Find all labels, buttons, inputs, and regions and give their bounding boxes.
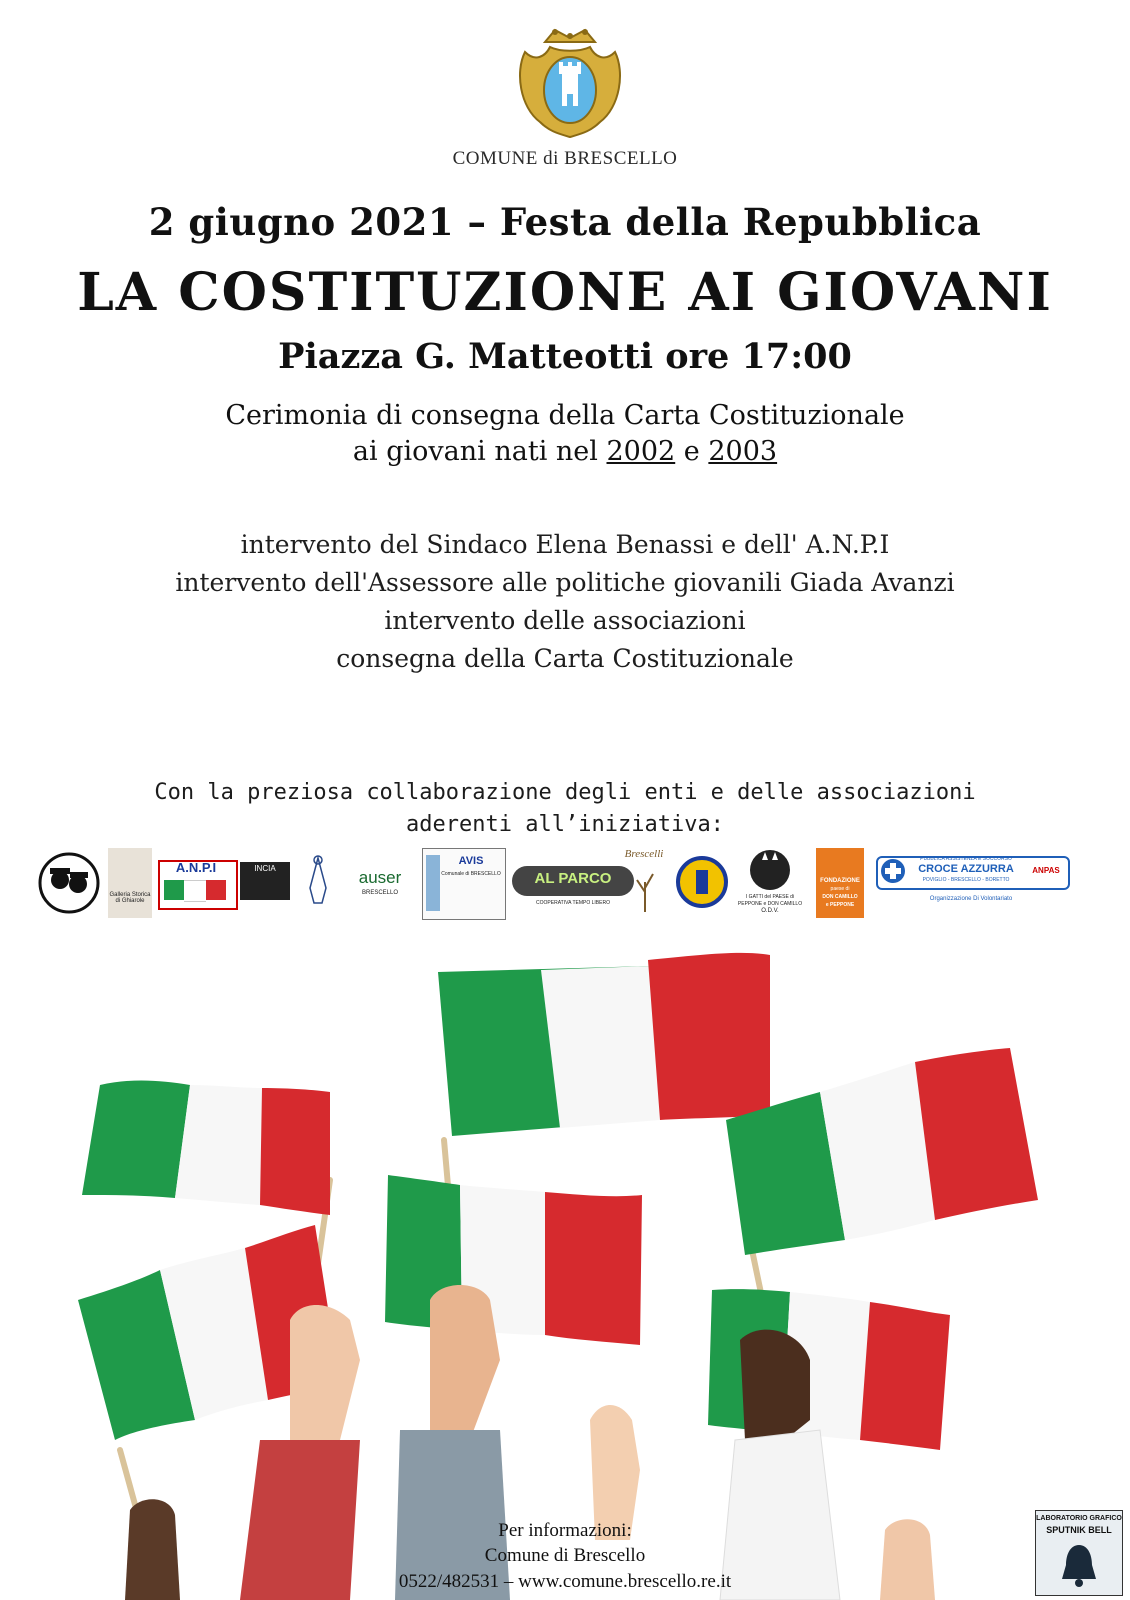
croce-org: Organizzazione Di Volontariato — [929, 896, 1013, 902]
info-office: Comune di Brescello — [484, 1545, 646, 1566]
flag-right — [726, 1048, 1038, 1255]
fondazione-caption-4: e PEPPONE — [825, 902, 855, 908]
waving-flags-illustration — [0, 930, 1130, 1600]
flag-center-top — [438, 953, 770, 1136]
program-item: intervento del Sindaco Elena Benassi e dell' A.N.P.I — [240, 530, 890, 559]
program-item: consegna della Carta Costituzionale — [336, 644, 794, 673]
ceremony-line-2 — [0, 436, 1130, 467]
ceremony-line-1: Cerimonia di consegna della Carta Costituzionale — [225, 400, 905, 431]
ceremony-conj: e — [675, 436, 709, 467]
croce-towns: POVIGLIO - BRESCELLO - BORETTO — [922, 877, 1010, 883]
don-camillo-drawing-logo — [296, 848, 340, 918]
avis-text: AVIS — [458, 855, 484, 867]
croce-name: CROCE AZZURRA — [918, 863, 1014, 875]
program-item: intervento dell'Assessore alle politiche giovanili Giada Avanzi — [175, 568, 955, 597]
fondazione-caption-2: paese di — [830, 886, 850, 892]
gatti-caption-1: I GATTI del PAESE di — [745, 894, 795, 900]
peppone-don-camillo-logo — [38, 848, 100, 918]
cat-icon — [750, 848, 790, 892]
al-parco-text: AL PARCO — [534, 870, 612, 887]
program-item: intervento delle associazioni — [384, 606, 746, 635]
al-parco-logo — [512, 848, 634, 918]
anpi-logo — [158, 848, 234, 918]
collaboration-line-1: Con la preziosa collaborazione degli enti e delle associazioni — [154, 780, 976, 805]
blue-cross-icon — [880, 858, 906, 884]
collaboration-line-2: aderenti all’iniziativa: — [406, 812, 724, 837]
anpas-text: ANPAS — [1032, 866, 1060, 875]
civil-protection-logo — [676, 848, 728, 918]
coat-of-arms-icon — [515, 22, 625, 142]
info-contacts: 0522/482531 – www.comune.brescello.re.it — [398, 1571, 732, 1592]
al-parco-subtitle: COOPERATIVA TEMPO LIBERO — [536, 900, 610, 906]
year-2003: 2003 — [708, 436, 778, 467]
auser-logo — [344, 848, 416, 918]
avis-subtitle: Comunale di BRESCELLO — [441, 871, 501, 877]
galleria-storica-logo — [108, 848, 152, 918]
avis-logo — [422, 848, 506, 920]
year-2002: 2002 — [606, 436, 676, 467]
municipality-name: COMUNE di BRESCELLO — [452, 148, 678, 169]
croce-azzurra-logo — [876, 848, 1086, 918]
fondazione-logo — [816, 848, 864, 918]
auser-text: auser — [358, 868, 402, 887]
flag-center-middle — [385, 1175, 642, 1345]
brescelli-logo — [618, 848, 670, 918]
gatti-logo — [734, 848, 806, 918]
event-title: LA COSTITUZIONE AI GIOVANI — [77, 262, 1053, 323]
galleria-caption: Galleria Storica di Ghiarole — [109, 892, 151, 904]
info-heading: Per informazioni: — [498, 1520, 632, 1541]
anpi-text: A.N.P.I — [175, 860, 217, 875]
incia-text: INCIA — [254, 864, 276, 873]
tree-icon — [634, 864, 656, 912]
credit-line-1: LABORATORIO GRAFICO — [1036, 1515, 1122, 1522]
fondazione-caption-3: DON CAMILLO — [822, 894, 858, 900]
incia-logo — [240, 848, 290, 918]
gatti-caption-2: PEPPONE e DON CAMILLO — [737, 901, 803, 907]
ceremony-prefix: ai giovani nati nel — [352, 436, 607, 467]
bell-icon — [1060, 1541, 1098, 1589]
fondazione-caption-1: FONDAZIONE — [820, 878, 860, 884]
brescelli-text: Brescelli — [624, 848, 664, 860]
event-place-time: Piazza G. Matteotti ore 17:00 — [278, 336, 852, 377]
auser-subtitle: BRESCELLO — [361, 890, 398, 896]
sputnik-bell-credit-logo — [1035, 1510, 1123, 1596]
gatti-caption-3: O.D.V. — [761, 908, 779, 914]
flag-left — [82, 1080, 330, 1215]
credit-line-2: SPUTNIK BELL — [1046, 1525, 1112, 1535]
croce-top-text: PUBBLICA ASSISTENZA E SOCCORSO — [920, 856, 1012, 862]
event-date-title: 2 giugno 2021 – Festa della Repubblica — [148, 200, 982, 244]
partner-logos — [30, 848, 1100, 918]
